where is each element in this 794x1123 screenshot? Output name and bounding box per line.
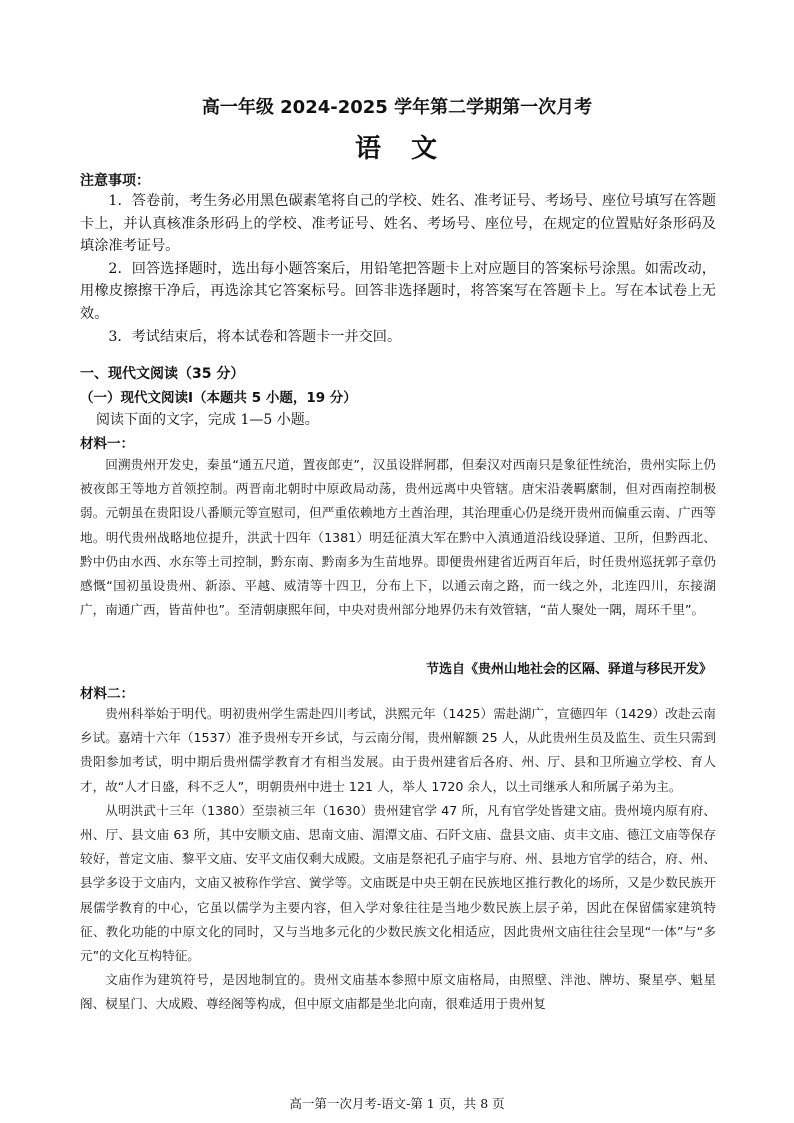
material2-heading: 材料二： [80, 686, 134, 702]
reading-instruction: 阅读下面的文字，完成 1—5 小题。 [96, 412, 319, 428]
section-heading: 一、现代文阅读（35 分） [80, 366, 245, 382]
material1-paragraph: 回溯贵州开发史，秦虽“通五尺道，置夜郎吏”，汉虽设牂牁郡，但秦汉对西南只是象征性统治，贵州实际上仍被夜郎王等地方首领控制。两晋南北朝时中原政局动荡，贵州远离中央管辖。唐宋沿袭羁縻制，但对西南控制极弱。元朝虽在贵阳设八番顺元等宣慰司，但严重依赖地方土酋治理，其治理重心仍是绕开贵州而偏重云南、广西等地。明代贵州战略地位提升，洪武十四年（1381）明廷征滇大军在黔中入滇通道沿线设驿道、卫所，但黔西北、黔中仍由水西、水东等土司控制，黔东南、黔南多为生苗地界。即便贵州建省近两百年后，时任贵州巡抚郭子章仍感慨“国初虽设贵州、新添、平越、威清等十四卫，分布上下，以通云南之路，而一线之外，北连四川，东接湖广，南通广西，皆苗仲也”。至清朝康熙年间，中央对贵州部分地界仍未有效管辖，“苗人聚处一隅，周环千里”。 [80, 457, 716, 618]
material2-paragraph: 贵州科举始于明代。明初贵州学生需赴四川考试，洪熙元年（1425）需赴湖广，宣德四年（1429）改赴云南乡试。嘉靖十六年（1537）准予贵州专开乡试，与云南分闱，贵州解额 25 人，从此贵州生员及监生、贡生只需到贵阳参加考试，明中期后贵州儒学教育才有相当发展。由于贵州建省后各府、州、厅、县和卫所遍立学校、育人才，故“人才日盛，科不乏人”，明朝贵州中进士 121 人，举人 1720 余人，以土司继承人和所属子弟为主。 [80, 706, 716, 794]
notes-item: 3．考试结束后，将本试卷和答题卡一并交回。 [108, 328, 402, 345]
material2-body [80, 702, 716, 1017]
notes-item: 1．答卷前，考生务必用黑色碳素笔将自己的学校、姓名、准考证号、考场号、座位号填写在答题卡上，并认真核准条形码上的学校、准考证号、姓名、考场号、座位号，在规定的位置贴好条形码及填涂准考证号。 [80, 193, 716, 255]
exam-title: 高一年级 2024-2025 学年第二学期第一次月考 [201, 97, 593, 118]
notes-list [80, 190, 716, 348]
notes-item: 2．回答选择题时，选出每小题答案后，用铅笔把答题卡上对应题目的答案标号涂黑。如需改动，用橡皮擦擦干净后，再选涂其它答案标号。回答非选择题时，将答案写在答题卡上。写在本试卷上无效。 [80, 260, 716, 322]
material1-body [80, 453, 716, 622]
section-subheading: （一）现代文阅读Ⅰ（本题共 5 小题，19 分） [80, 390, 357, 406]
material1-source: 节选自《贵州山地社会的区隔、驿道与移民开发》 [425, 662, 712, 677]
notes-heading: 注意事项： [80, 173, 150, 189]
material1-heading: 材料一： [80, 436, 134, 452]
material2-paragraph: 从明洪武十三年（1380）至崇祯三年（1630）贵州建官学 47 所，凡有官学处皆建文庙。贵州境内原有府、州、厅、县文庙 63 所，其中安顺文庙、思南文庙、湄潭文庙、石阡文庙、盘县文庙、贞丰文庙、德江文庙等保存较好，普定文庙、黎平文庙、安平文庙仅剩大成殿。文庙是祭祀孔子庙宇与府、州、县地方官学的结合，府、州、县学多设于文庙内，文庙又被称作学宫、黉学等。文庙既是中央王朝在民族地区推行教化的场所，又是少数民族开展儒学教育的中心，它虽以儒学为主要内容，但入学对象往往是当地少数民族上层子弟，因此在保留儒家建筑特征、教化功能的中原文化的同时，又与当地多元化的少数民族文化相适应，因此贵州文庙往往会呈现“一体”与“多元”的文化互构特征。 [80, 802, 716, 964]
subject-title: 语 文 [354, 134, 439, 164]
page-footer: 高一第一次月考-语文-第 1 页，共 8 页 [289, 1096, 505, 1111]
material2-paragraph: 文庙作为建筑符号，是因地制宜的。贵州文庙基本参照中原文庙格局，由照壁、泮池、牌坊、聚星亭、魁星阁、棂星门、大成殿、尊经阁等构成，但中原文庙都是坐北向南，很难适用于贵州复 [80, 972, 716, 1012]
